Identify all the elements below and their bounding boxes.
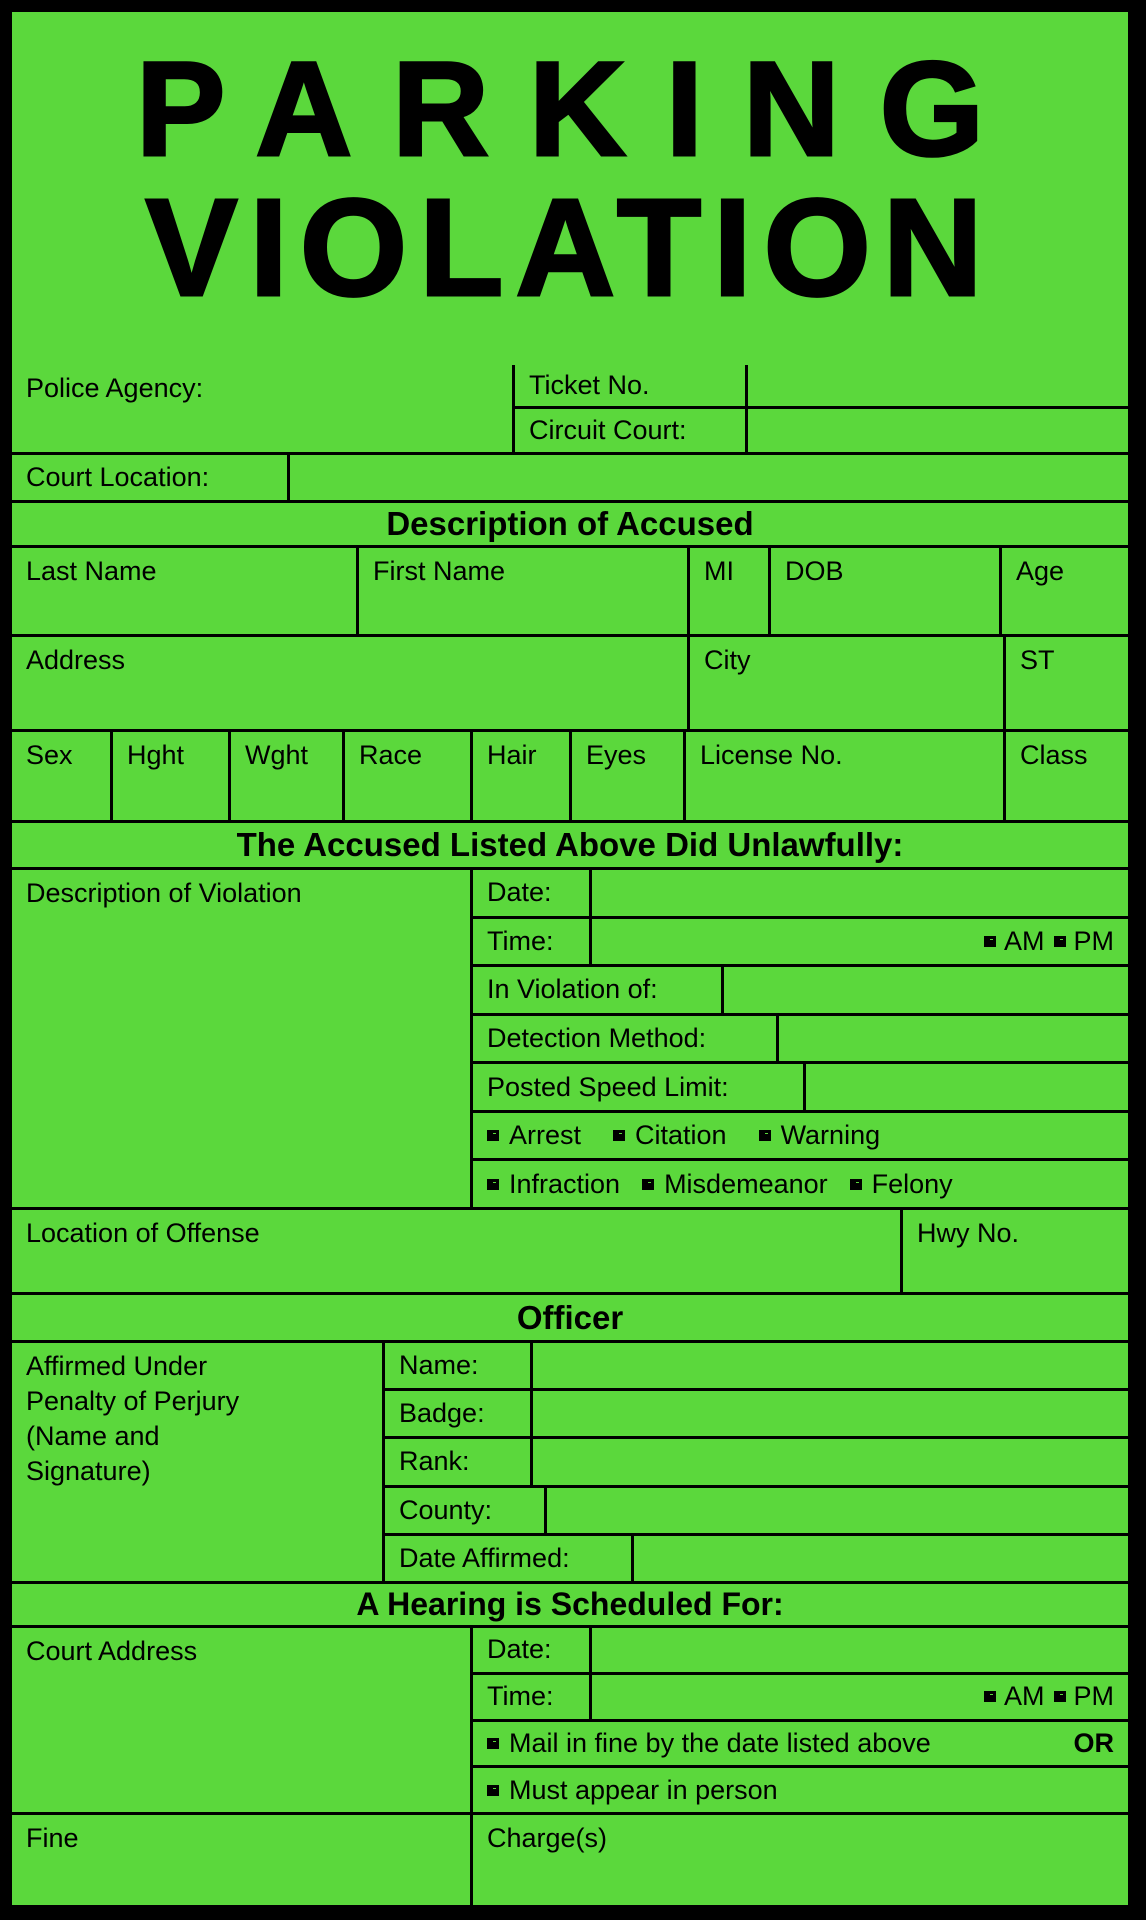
hearing-date-label: Date: (487, 1634, 552, 1665)
address-field[interactable]: Address (26, 645, 126, 675)
posted-speed-field[interactable] (803, 1064, 1128, 1110)
weight-field[interactable]: Wght (228, 732, 342, 820)
agency-row (12, 365, 1128, 455)
checkbox-icon[interactable] (1054, 1691, 1066, 1702)
violation-description-field[interactable]: Description of Violation (26, 878, 302, 908)
checkbox-icon[interactable] (984, 1691, 996, 1702)
appear-in-person-option (473, 1768, 1128, 1812)
height-field[interactable]: Hght (110, 732, 228, 820)
or-label: OR (1073, 1727, 1114, 1758)
hearing-date-field[interactable] (589, 1628, 1128, 1672)
affirmed-label: Affirmed Under Penalty of Perjury (Name and Signature) (26, 1351, 240, 1487)
hearing-pm-option[interactable] (1054, 1681, 1115, 1712)
license-no-field[interactable]: License No. (683, 732, 1003, 820)
violation-time-label: Time: (487, 925, 554, 956)
circuit-court-label: Circuit Court: (529, 414, 687, 445)
posted-speed-label: Posted Speed Limit: (487, 1071, 729, 1102)
detection-method-label: Detection Method: (487, 1022, 707, 1053)
court-location-row (12, 455, 1128, 503)
violation-am-option[interactable] (984, 926, 1045, 957)
warning-label: Warning (780, 1120, 881, 1151)
police-agency-label: Police Agency: (26, 373, 204, 403)
ticket-no-label: Ticket No. (529, 369, 650, 400)
hearing-detail-column (470, 1628, 1128, 1812)
felony-label: Felony (871, 1168, 953, 1199)
last-name-field[interactable]: Last Name (26, 556, 157, 586)
in-violation-label: In Violation of: (487, 974, 658, 1005)
infraction-label: Infraction (509, 1168, 621, 1199)
checkbox-icon[interactable] (1054, 936, 1066, 947)
address-row (12, 637, 1128, 732)
city-field[interactable]: City (687, 637, 1003, 729)
detection-method-field[interactable] (776, 1016, 1128, 1062)
checkbox-misdemeanor[interactable] (642, 1161, 828, 1207)
ticket-no-row (515, 365, 1128, 409)
checkbox-icon[interactable] (642, 1179, 654, 1190)
date-affirmed-field[interactable] (631, 1536, 1128, 1581)
hair-field[interactable]: Hair (470, 732, 569, 820)
hwy-no-field[interactable]: Hwy No. (900, 1210, 1128, 1292)
affirmed-signature-field[interactable] (12, 1343, 382, 1581)
mi-field[interactable]: MI (687, 548, 768, 634)
ticket-no-field[interactable] (745, 365, 1128, 406)
checkbox-icon[interactable] (487, 1738, 499, 1749)
checkbox-citation[interactable] (613, 1113, 727, 1159)
physical-description-row (12, 732, 1128, 823)
detection-method-row (473, 1016, 1128, 1065)
sex-field[interactable]: Sex (26, 740, 73, 770)
violation-section (12, 870, 1128, 1210)
arrest-label: Arrest (509, 1120, 582, 1151)
mail-in-fine-label: Mail in fine by the date listed above (509, 1727, 931, 1758)
checkbox-icon[interactable] (487, 1130, 499, 1141)
first-name-field[interactable]: First Name (356, 548, 687, 634)
violation-date-label: Date: (487, 877, 552, 908)
court-location-field[interactable] (290, 455, 1128, 500)
checkbox-infraction[interactable] (487, 1161, 620, 1207)
name-row (12, 548, 1128, 637)
date-affirmed-label: Date Affirmed: (399, 1542, 570, 1573)
title-line-2: VIOLATION (145, 171, 995, 326)
officer-county-field[interactable] (544, 1488, 1128, 1533)
violation-date-row (473, 870, 1128, 919)
hearing-section-header: A Hearing is Scheduled For: (12, 1584, 1128, 1628)
officer-county-row (385, 1488, 1128, 1536)
appear-in-person-row (473, 1768, 1128, 1812)
fine-row (12, 1815, 1128, 1905)
misdemeanor-label: Misdemeanor (664, 1168, 828, 1199)
violation-time-field[interactable] (589, 919, 1128, 965)
officer-badge-row (385, 1391, 1128, 1439)
checkbox-mail-in-fine[interactable] (487, 1728, 931, 1759)
ticket-court-column (512, 365, 1128, 452)
hearing-time-label: Time: (487, 1681, 554, 1712)
age-field[interactable]: Age (999, 548, 1128, 634)
checkbox-felony[interactable] (850, 1161, 953, 1207)
checkbox-arrest[interactable] (487, 1113, 581, 1159)
checkbox-icon[interactable] (487, 1179, 499, 1190)
action-options-row (473, 1113, 1128, 1162)
hearing-section (12, 1628, 1128, 1815)
accused-section-header: Description of Accused (12, 503, 1128, 548)
checkbox-icon[interactable] (487, 1785, 499, 1796)
eyes-field[interactable]: Eyes (569, 732, 683, 820)
unlawfully-section-header: The Accused Listed Above Did Unlawfully: (12, 823, 1128, 870)
title-line-1: PARKING (136, 35, 1024, 184)
race-field[interactable]: Race (342, 732, 470, 820)
state-field[interactable]: ST (1003, 637, 1128, 729)
officer-rank-row (385, 1439, 1128, 1487)
checkbox-appear-in-person[interactable] (487, 1775, 778, 1806)
officer-badge-label: Badge: (399, 1398, 485, 1429)
officer-name-row (385, 1343, 1128, 1391)
fine-field[interactable]: Fine (26, 1823, 79, 1853)
appear-in-person-label: Must appear in person (509, 1774, 778, 1805)
officer-date-affirmed-row (385, 1536, 1128, 1581)
class-field[interactable]: Class (1003, 732, 1128, 820)
in-violation-row (473, 967, 1128, 1016)
circuit-court-row (515, 409, 1128, 452)
citation-label: Citation (635, 1120, 727, 1151)
officer-name-field[interactable] (530, 1343, 1128, 1388)
officer-rank-label: Rank: (399, 1446, 470, 1477)
hearing-ampm-group (984, 1675, 1128, 1719)
officer-section-header: Officer (12, 1295, 1128, 1343)
mail-in-fine-row (473, 1722, 1128, 1769)
am-label: AM (1004, 1681, 1045, 1712)
location-of-offense-row (12, 1210, 1128, 1295)
violation-time-row (473, 919, 1128, 968)
mail-in-fine-option (473, 1722, 1128, 1766)
posted-speed-row (473, 1064, 1128, 1113)
officer-rank-field[interactable] (530, 1439, 1128, 1484)
violation-ampm-group (984, 919, 1128, 965)
charges-field[interactable]: Charge(s) (470, 1815, 1128, 1905)
title-block (12, 12, 1128, 365)
pm-label: PM (1073, 1681, 1114, 1712)
officer-county-label: County: (399, 1494, 493, 1525)
ticket-content (12, 12, 1128, 1905)
court-location-label: Court Location: (12, 455, 290, 500)
severity-options-row (473, 1161, 1128, 1207)
checkbox-icon[interactable] (850, 1179, 862, 1190)
violation-pm-option[interactable] (1054, 926, 1115, 957)
hearing-time-row (473, 1675, 1128, 1722)
circuit-court-field[interactable] (745, 409, 1128, 452)
officer-name-label: Name: (399, 1350, 479, 1381)
court-address-field[interactable]: Court Address (26, 1636, 198, 1666)
checkbox-warning[interactable] (759, 1113, 881, 1159)
hearing-time-field[interactable] (589, 1675, 1128, 1719)
checkbox-icon[interactable] (613, 1130, 625, 1141)
hearing-am-option[interactable] (984, 1681, 1045, 1712)
dob-field[interactable]: DOB (768, 548, 999, 634)
violation-date-field[interactable] (589, 870, 1128, 916)
location-of-offense-field[interactable]: Location of Offense (26, 1218, 260, 1248)
officer-detail-column (382, 1343, 1128, 1581)
hearing-date-row (473, 1628, 1128, 1675)
in-violation-field[interactable] (721, 967, 1128, 1013)
am-label: AM (1004, 925, 1045, 956)
checkbox-icon[interactable] (759, 1130, 771, 1141)
checkbox-icon[interactable] (984, 936, 996, 947)
officer-badge-field[interactable] (530, 1391, 1128, 1436)
pm-label: PM (1073, 925, 1114, 956)
officer-section (12, 1343, 1128, 1584)
violation-detail-column (470, 870, 1128, 1207)
